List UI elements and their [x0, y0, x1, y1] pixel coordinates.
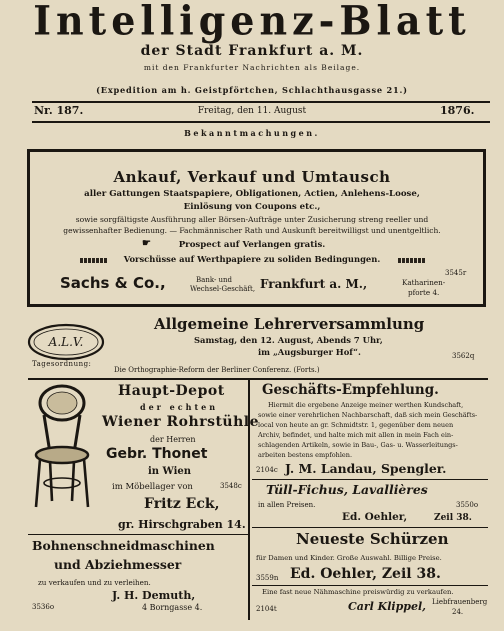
ad-landau-name: J. M. Landau, Spengler.: [285, 461, 447, 476]
ad-thonet-l3: der Herren: [150, 435, 196, 444]
ad-klippel-name: Carl Klippel,: [348, 600, 426, 613]
ad-oehler1-name: Ed. Oehler,: [342, 511, 408, 523]
ad-klippel-addr1: Liebfrauenberg: [432, 598, 488, 606]
ad-sachs-line1: aller Gattungen Staatspapiere, Obligationen, Actien, Anlehens-Loose,: [84, 189, 420, 199]
ad-thonet-l6: im Möbellager von: [112, 482, 193, 492]
ad-oehler1-code: 3550o: [456, 501, 479, 509]
ad-sachs-line4: gewissenhafter Bedienung. — Fachmännischer Rath und Auskunft bereitwilligst und unentgeltlich.: [63, 226, 441, 235]
ad-sachs-address-2: pforte 4.: [408, 288, 440, 297]
rule-below-landau: [252, 479, 488, 480]
rule-below-oehler1: [252, 527, 488, 528]
issue-number: Nr. 187.: [34, 104, 84, 117]
ad-sachs-firm: Sachs & Co.,: [60, 274, 166, 292]
ad-sachs-firm-type-1: Bank- und: [196, 276, 233, 284]
ad-sachs-line5: Prospect auf Verlangen gratis.: [178, 240, 326, 250]
ad-demuth-l1: zu verkaufen und zu verleihen.: [38, 578, 151, 587]
ad-klippel-addr2: 24.: [452, 608, 464, 616]
ad-thonet-l1: der echten: [140, 402, 219, 412]
masthead-expedition: (Expedition am h. Geistpförtchen, Schlachthausgasse 21.): [96, 85, 408, 95]
ad-landau-text2: sowie einer verehrlichen Nachbarschaft, daß sich mein Geschäfts-: [258, 411, 478, 419]
ad-demuth-title2: und Abziehmesser: [54, 557, 182, 572]
issue-year: 1876.: [440, 104, 475, 117]
issue-date: Freitag, den 11. August: [197, 106, 307, 116]
ad-thonet-l8: gr. Hirschgraben 14.: [118, 518, 246, 531]
ad-lehrer-agenda-label: Tagesordnung:: [32, 360, 92, 368]
rule-below-lehrer: [28, 378, 488, 380]
masthead-with-line: mit den Frankfurter Nachrichten als Beilage.: [143, 63, 361, 72]
alv-logo-text: A.L.V.: [48, 335, 84, 349]
ad-oehler1-addr: Zeil 38.: [434, 513, 472, 523]
ad-klippel-line: Eine fast neue Nähmaschine preiswürdig zu verkaufen.: [262, 588, 454, 596]
masthead-rule-bottom: [32, 121, 490, 123]
ad-sachs-title: Ankauf, Verkauf und Umtausch: [113, 168, 391, 186]
ad-thonet-l4: Gebr. Thonet: [106, 446, 208, 462]
ad-lehrer-line1: Samstag, den 12. August, Abends 7 Uhr,: [194, 335, 383, 345]
masthead-title: Intelligenz-Blatt: [33, 0, 471, 45]
ad-thonet-l7: Fritz Eck,: [144, 496, 220, 512]
ad-landau-text3: local von heute an gr. Schmidtstr. 1, gegenüber dem neuen: [258, 421, 454, 429]
chair-illustration: [30, 383, 94, 511]
pointing-hand-icon: ☛: [142, 238, 151, 249]
ad-lehrer-line2: im „Augsburger Hof“.: [258, 347, 361, 357]
alv-logo: [26, 322, 106, 362]
rule-below-oehler2: [252, 585, 488, 586]
ad-demuth-title1: Bohnenschneidmaschinen: [32, 538, 215, 553]
ad-sachs-firm-type-2: Wechsel-Geschäft,: [190, 285, 256, 293]
section-header: Bekanntmachungen.: [184, 128, 320, 138]
ad-landau-text6: arbeiten bestens empfohlen.: [258, 451, 353, 459]
ad-thonet-l5: in Wien: [148, 466, 192, 477]
ad-landau-text5: schlagenden Artikeln, sowie in Bau-, Gas- u. Wasserleitungs-: [258, 441, 458, 449]
ad-sachs-line3: sowie sorgfältigste Ausführung aller Börsen-Aufträge unter Zusicherung streng reeller und: [75, 215, 429, 224]
ad-landau-text1: Hiermit die ergebene Anzeige meiner werthen Kundschaft,: [268, 401, 464, 409]
ad-lehrer-title: Allgemeine Lehrerversammlung: [154, 315, 425, 333]
ad-landau-title: Geschäfts-Empfehlung.: [262, 382, 439, 398]
masthead-rule-top: [32, 101, 490, 103]
ad-demuth-addr: 4 Borngasse 4.: [142, 603, 203, 612]
ad-oehler2-title: Neueste Schürzen: [296, 530, 449, 548]
ad-oehler2-name: Ed. Oehler, Zeil 38.: [290, 566, 441, 582]
ad-klippel-code: 2104t: [256, 605, 277, 613]
ad-oehler2-code: 3559n: [256, 574, 279, 582]
ad-oehler1-sub: in allen Preisen.: [258, 501, 316, 509]
ad-thonet-title: Haupt-Depot: [118, 383, 225, 399]
ad-sachs-address-1: Katharinen-: [402, 278, 446, 287]
ad-thonet-code: 3548c: [220, 482, 242, 490]
ad-lehrer-agenda: Die Orthographie-Reform der Berliner Conferenz. (Forts.): [114, 366, 320, 374]
masthead-subtitle: der Stadt Frankfurt a. M.: [140, 43, 364, 59]
ad-lehrer-code: 3562q: [452, 352, 475, 360]
rule-below-thonet: [28, 534, 248, 535]
ad-demuth-name: J. H. Demuth,: [112, 589, 196, 602]
ad-oehler2-sub: für Damen und Kinder. Große Auswahl. Billige Preise.: [256, 554, 442, 562]
ad-landau-text4: Archiv, befindet, und halte mich mit allen in mein Fach ein-: [258, 431, 454, 439]
ad-landau-code: 2104c: [256, 466, 278, 474]
ad-oehler1-title: Tüll-Fichus, Lavallières: [266, 482, 428, 497]
ad-sachs-line6: Vorschüsse auf Werthpapiere zu soliden Bedingungen.: [123, 254, 381, 264]
decor-stripe-right: [398, 258, 426, 263]
ad-demuth-code: 3536o: [32, 603, 55, 611]
ad-sachs-city: Frankfurt a. M.,: [260, 277, 368, 291]
ad-sachs-line2: Einlösung von Coupons etc.,: [183, 202, 321, 212]
ad-thonet-l2: Wiener Rohrstühle: [102, 414, 259, 430]
ad-sachs-code: 3545r: [445, 269, 467, 277]
